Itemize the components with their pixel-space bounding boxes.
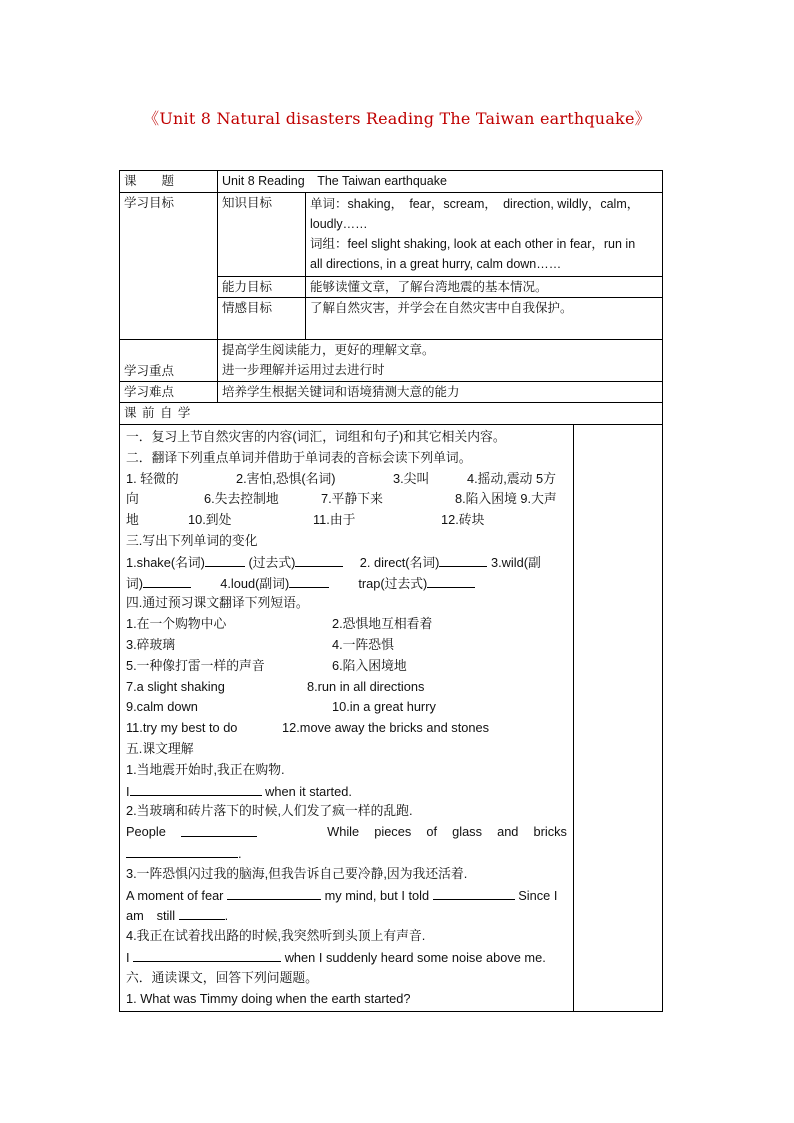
- variation-line-2: 词) 4.loud(副词) trap(过去式): [126, 573, 567, 594]
- knowledge-phrases-line2: all directions, in a great hurry, calm down……: [310, 257, 562, 271]
- emotion-value: 了解自然灾害，并学会在自然灾害中自我保护。: [306, 298, 663, 340]
- word-line-3: 地 10.到处 11.由于 12.砖块: [126, 512, 485, 528]
- reading-question-1: 1. What was Timmy doing when the earth started?: [126, 990, 411, 1006]
- key-value-line1: 提高学生阅读能力，更好的理解文章。: [222, 343, 435, 357]
- variation-line-1: 1.shake(名词) (过去式) 2. direct(名词) 3.wild(副: [126, 552, 567, 573]
- question-3: 3.一阵恐惧闪过我的脑海,但我告诉自己要冷静,因为我还活着.: [126, 865, 468, 881]
- question-2: 2.当玻璃和砖片落下的时候,人们发了疯一样的乱跑.: [126, 803, 413, 819]
- section-5: 五.课文理解: [126, 740, 194, 756]
- section-1: 一．复习上节自然灾害的内容(词汇，词组和句子)和其它相关内容。: [126, 429, 506, 444]
- topic-value: Unit 8 Reading The Taiwan earthquake: [218, 171, 663, 193]
- knowledge-words-line1: 单词：shaking， fear，scream， direction, wildly，calm，: [310, 197, 640, 211]
- question-2-answer: People While pieces of glass and bricks: [126, 824, 567, 840]
- section-3: 三.写出下列单词的变化: [126, 532, 258, 548]
- question-1: 1.当地震开始时,我正在购物.: [126, 761, 285, 777]
- difficult-value: 培养学生根据关键词和语境猜测大意的能力: [218, 382, 663, 403]
- phrase-line-2: 3.碎玻璃 4.一阵恐惧: [126, 636, 394, 652]
- preview-label: 课 前 自 学: [120, 403, 663, 425]
- phrase-line-3: 5.一种像打雷一样的声音 6.陷入困境地: [126, 657, 407, 673]
- key-value: [218, 340, 663, 382]
- preview-content: [120, 425, 574, 1012]
- topic-label: 课 题: [120, 171, 218, 193]
- word-line-2: 向 6.失去控制地 7.平静下来 8.陷入困境 9.大声: [126, 491, 557, 507]
- goals-label: 学习目标: [120, 193, 218, 340]
- question-4-answer: I when I suddenly heard some noise above me.: [126, 947, 567, 968]
- phrase-line-6: 11.try my best to do 12.move away the bricks and stones: [126, 720, 489, 736]
- ability-label: 能力目标: [218, 277, 306, 298]
- ability-value: 能够读懂文章，了解台湾地震的基本情况。: [306, 277, 663, 298]
- knowledge-value: [306, 193, 663, 277]
- key-value-line2: 进一步理解并运用过去进行时: [222, 363, 385, 377]
- knowledge-label: 知识目标: [218, 193, 306, 277]
- question-4: 4.我正在试着找出路的时候,我突然听到头顶上有声音.: [126, 928, 426, 944]
- phrase-line-4: 7.a slight shaking 8.run in all directions: [126, 678, 425, 694]
- question-3-answer: A moment of fear my mind, but I told Since I: [126, 885, 567, 906]
- section-2: 二．翻译下列重点单词并借助于单词表的音标会读下列单词。: [126, 449, 472, 465]
- key-label: 学习重点: [120, 340, 218, 382]
- knowledge-words-line2: loudly……: [310, 217, 368, 231]
- question-1-answer: I when it started.: [126, 781, 567, 802]
- phrase-line-1: 1.在一个购物中心 2.恐惧地互相看着: [126, 616, 433, 632]
- question-3-answer-cont: am still .: [126, 905, 567, 926]
- question-2-answer-cont: .: [126, 843, 567, 864]
- phrase-line-5: 9.calm down 10.in a great hurry: [126, 699, 436, 715]
- notes-column: [574, 425, 663, 1012]
- emotion-label: 情感目标: [218, 298, 306, 340]
- lesson-table: [119, 170, 663, 1012]
- knowledge-phrases-line1: 词组：feel slight shaking, look at each other in fear，run in: [310, 237, 636, 251]
- section-4: 四.通过预习课文翻译下列短语。: [126, 595, 309, 611]
- section-6: 六．通读课文，回答下列问题题。: [126, 969, 318, 985]
- difficult-label: 学习难点: [120, 382, 218, 403]
- page-title: 《Unit 8 Natural disasters Reading The Taiwan earthquake》: [143, 109, 651, 128]
- word-line-1: 1. 轻微的 2.害怕,恐惧(名词) 3.尖叫 4.摇动,震动 5方: [126, 470, 556, 486]
